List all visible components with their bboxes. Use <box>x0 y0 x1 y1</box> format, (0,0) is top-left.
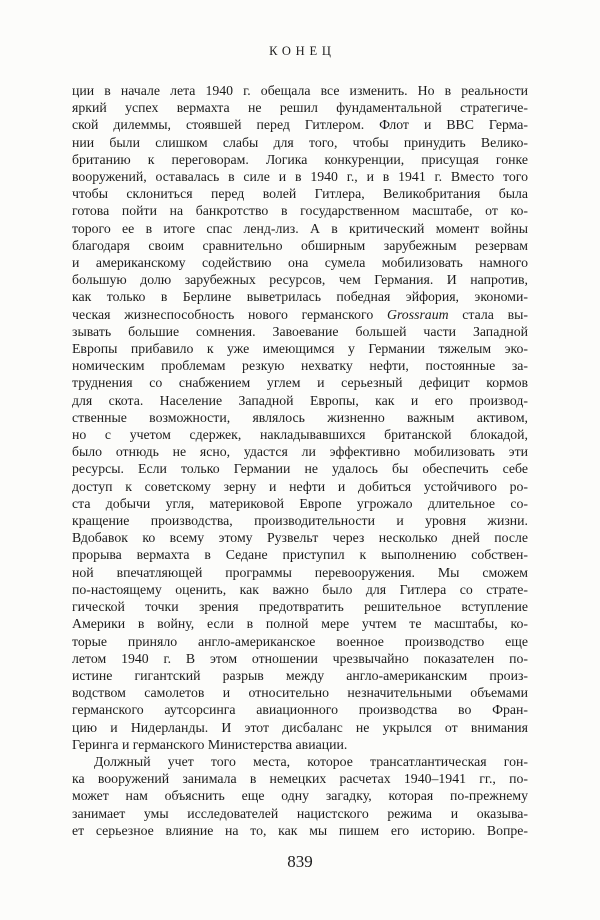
text-line: Америки в войну, если в полной мере учтем те масштабы, ко- <box>72 616 528 632</box>
text-line: гической точки зрения предотвратить решительное вступление <box>72 599 528 615</box>
text-line: ской дилеммы, стоявшей перед Гитлером. Флот и ВВС Герма- <box>72 117 528 133</box>
text-line: Должный учет того места, которое трансатлантическая гон- <box>94 753 528 769</box>
text-line: занимает умы исследователей нацистского режима и оказыва- <box>72 805 528 821</box>
text-line: прорыва вермахта в Седане приступил к выполнению собствен- <box>72 547 528 563</box>
text-line: ственные возможности, являлось жизненно важным активом, <box>72 409 528 425</box>
text-line: торые приняло англо-американское военное производство еще <box>72 633 528 649</box>
text-line: может нам объяснить еще одну загадку, которая по-прежнему <box>72 788 528 804</box>
text-line: британию к переговорам. Логика конкуренции, присущая гонке <box>72 151 528 167</box>
text-segment: ческая жизнеспособность нового германского <box>72 306 387 322</box>
body-text <box>72 82 528 839</box>
paragraph <box>72 753 528 839</box>
text-line: истине гигантский разрыв между англо-американским произ- <box>72 667 528 683</box>
text-line: летом 1940 г. В этом отношении чрезвычайно показателен по- <box>72 650 528 666</box>
text-line: нии были слишком слабы для того, чтобы принудить Велико- <box>72 134 528 150</box>
text-line: чтобы склониться перед волей Гитлера, Великобритания была <box>72 186 528 202</box>
text-line: ка вооружений занимала в немецких расчетах 1940–1941 гг., по- <box>72 771 528 787</box>
text-line: Геринга и германского Министерства авиации. <box>72 736 348 752</box>
text-line: но с учетом сдержек, накладывавшихся британской блокадой, <box>72 427 528 443</box>
text-line <box>72 306 528 323</box>
chapter-running-head: КОНЕЦ <box>269 44 336 58</box>
text-line: благодаря своим сравнительно обширным зарубежным резервам <box>72 237 528 253</box>
text-line: Европы прибавило к уже имеющимся у Германии тяжелым эко- <box>72 341 528 357</box>
text-line: ет серьезное влияние на то, как мы пишем его историю. Вопре- <box>72 822 528 838</box>
text-line: кращение производства, производительности и уровня жизни. <box>72 513 528 529</box>
page-number: 839 <box>287 852 313 871</box>
text-line: вооружений, оставалась в силе и в 1940 г., и в 1941 г. Вместо того <box>72 169 528 185</box>
text-line: ресурсы. Если только Германии не удалось бы обеспечить себе <box>72 461 528 477</box>
text-line: для скота. Население Западной Европы, как и его производ- <box>72 392 528 408</box>
text-line: цию и Нидерланды. И этот дисбаланс не укрылся от внимания <box>72 719 528 735</box>
text-line: и американскому содействию она сумела мобилизовать намного <box>72 255 528 271</box>
text-line: зывать большие сомнения. Завоевание большей части Западной <box>72 323 528 339</box>
foreign-term: Grossraum <box>386 306 449 322</box>
text-line: торого ее в итоге спас ленд-лиз. А в критический момент войны <box>72 220 528 236</box>
text-line: Вдобавок ко всему этому Рузвельт через несколько дней после <box>72 530 528 546</box>
text-line: ции в начале лета 1940 г. обещала все изменить. Но в реальности <box>72 83 528 98</box>
text-segment: стала вы- <box>448 306 528 322</box>
text-line: как только в Берлине выветрилась победная эйфория, экономи- <box>72 289 528 305</box>
text-line: большую долю зарубежных ресурсов, чем Германия. И напротив, <box>72 272 528 288</box>
text-line: водством самолетов и относительно незначительными объемами <box>72 685 528 701</box>
text-line: яркий успех вермахта не решил фундаментальной стратегиче- <box>72 100 528 116</box>
text-line: было отнюдь не ясно, удастся ли эффективно мобилизовать эти <box>72 444 528 460</box>
text-line: готова пойти на банкротство в государственном масштабе, от ко- <box>72 203 528 219</box>
text-line: ста добычи угля, материковой Европе угрожало длительное со- <box>72 495 528 511</box>
text-line: германского аутсорсинга авиационного производства во Фран- <box>72 702 528 718</box>
text-line: номическим проблемам резкую нехватку нефти, постоянные за- <box>72 358 528 374</box>
paragraph <box>72 82 528 753</box>
text-line: ной впечатляющей программы перевооружения. Мы сможем <box>72 564 528 580</box>
text-line: доступ к советскому зерну и нефти и добиться устойчивого ро- <box>72 478 528 494</box>
text-line: по-настоящему оценить, как важно было для Гитлера со страте- <box>72 581 528 597</box>
text-line: труднения со снабжением углем и серьезный дефицит кормов <box>72 375 528 391</box>
